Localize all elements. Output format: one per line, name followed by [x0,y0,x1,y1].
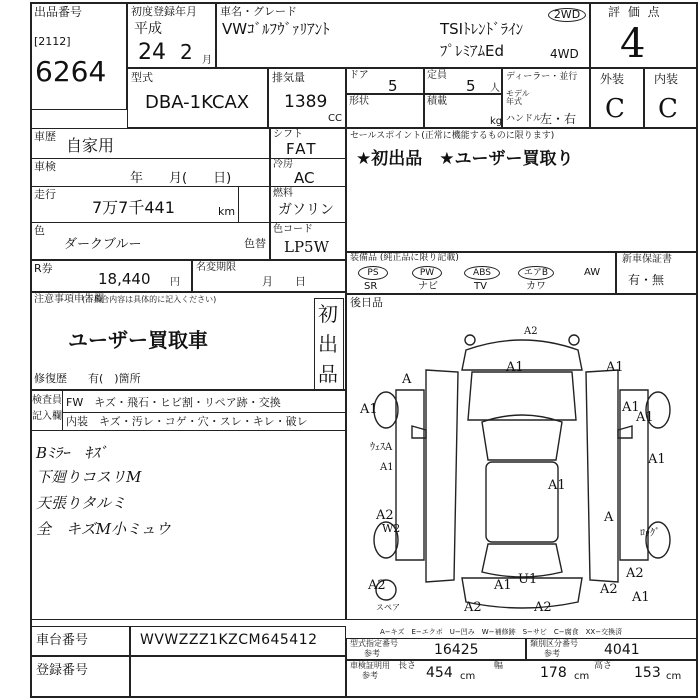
handle-label: ハンドル [506,114,543,124]
door-label: ドア [349,70,369,81]
class-no-value: 4041 [604,642,640,658]
inspector-label-top: 検査員 [32,395,62,406]
color-label: 色 [34,224,45,237]
equip-ps: PS [358,266,388,280]
deadline-value: 月 日 [262,275,306,288]
repair-value: 有( )箇所 [88,372,141,385]
drive-2wd: 2WD [548,8,586,22]
damage-mark: A2 [626,566,644,581]
history-label: 車歴 [34,130,56,143]
person-unit: 人 [490,83,500,94]
reg-label: 初度登録年月 [131,5,197,18]
damage-mark: ｳｪｽA [370,442,393,453]
equip-abs: ABS [464,266,500,280]
equip-aw: AW [584,267,601,278]
repair-label: 修復歴 [34,372,67,385]
width-value: 178 [540,665,567,681]
damage-mark: A2 [600,582,618,597]
fuel-value: ガソリン [278,202,334,218]
interior-grade: C [658,94,678,124]
damage-mark: A1 [380,462,394,473]
era: 平成 [134,21,162,37]
reg-no-label: 登録番号 [36,663,89,678]
equip-leather: カワ [526,281,546,292]
damage-mark: A1 [494,578,512,593]
interior-label: 内装 [654,72,679,86]
color-value: ダークブルー [64,237,142,252]
color-code-value: LP5W [284,238,330,256]
dealer-label: ディーラー・並行 [506,72,578,82]
first-entry-2: 出 [318,332,338,356]
inspector-note-3: 天張りタルミ [36,494,127,512]
damage-mark: A2 [376,508,394,523]
chassis-value: WVWZZZ1KZCM645412 [140,632,318,648]
exterior-grade: C [605,94,625,124]
class-no-label: 類別区分番号 [530,639,578,648]
car-name: VWｺﾞﾙﾌｳﾞｧﾘｱﾝﾄ [222,20,330,38]
color-change-label: 色替 [244,237,266,250]
inspector-in-line: 内装 キズ・汚レ・コゲ・穴・スレ・キレ・破レ [66,415,308,428]
exterior-label: 外装 [600,72,625,86]
recycle-value: 18,440 [98,270,151,288]
inspector-note-2: 下廻りコスリM [36,468,142,486]
notes-label: 注意事項申告欄 [34,294,104,305]
damage-mark: A1 [648,452,666,467]
displacement-label: 排気量 [272,71,305,84]
sales-label: セールスポイント(正常に機能するものに限ります) [350,131,555,141]
model-no-value: 16425 [434,642,479,658]
reg-no-value-cell [130,656,346,698]
ac-value: AC [294,169,315,187]
damage-mark: A1 [622,400,640,415]
door-value: 5 [388,77,398,95]
lot-sub: [2112] [34,35,71,48]
score-label: 評 価 点 [608,5,662,19]
grade-line1: TSIﾄﾚﾝﾄﾞﾗｲﾝ [440,20,524,38]
sales-text: ★初出品 ★ユーザー買取り [356,149,574,169]
equip-tv: TV [474,281,487,292]
model-no-ref: 参考 [364,649,380,658]
damage-mark: U1 [518,572,538,587]
history-value: 自家用 [66,136,115,155]
model-year-label: モデル年式 [506,89,530,106]
cert-label: 車検証明用 [350,661,390,670]
spare-label: スペア [376,603,400,612]
chassis-label: 車台番号 [36,633,89,648]
length-label: 長さ [398,661,417,671]
cert-ref: 参考 [362,671,378,680]
shape-label: 形状 [349,96,369,107]
deadline-label: 名変期限 [196,262,236,273]
damage-mark: A2 [464,600,482,615]
notes-text: ユーザー買取車 [68,328,208,352]
damage-mark: A1 [632,590,650,605]
equipment-label: 装備品 (純正品に限り記載) [350,253,459,263]
displacement-value: 1389 [284,92,328,112]
inspection-value: 年 月( 日) [130,171,232,186]
equip-pw: PW [412,266,442,280]
load-label: 積載 [427,96,447,107]
class-no-ref: 参考 [544,649,560,658]
warranty-value: 有・無 [628,273,665,287]
inspector-note-4: 全 キズM小ミュウ [36,520,171,538]
reg-month: 2 [180,40,193,64]
yen-unit: 円 [170,277,180,288]
name-label: 車名・グレード [220,5,297,18]
inspector-fw-line: FW キズ・飛石・ヒビ割・リペア跡・交換 [66,396,281,409]
shift-value: FAT [286,140,318,158]
inspector-note-1: Bﾐﾗｰ ｷｽﾞ [36,444,108,462]
width-label: 幅 [494,661,504,671]
grade-line2: ﾌﾟﾚﾐｱﾑEd [440,42,504,60]
kg-unit: kg [490,116,503,127]
damage-mark: A2 [368,578,386,593]
score-value: 4 [620,21,646,67]
reg-year: 24 [138,40,166,65]
height-label: 高さ [594,661,613,671]
ac-label: 冷房 [273,159,293,170]
model-value: DBA-1KCAX [145,92,250,113]
color-code-label: 色コード [273,224,313,235]
height-value: 153 [634,665,661,681]
width-unit: cm [574,671,590,682]
model-no-label: 型式指定番号 [350,639,398,648]
damage-mark: A2 [524,326,538,337]
model-label: 型式 [131,71,153,84]
equip-airbag: エアB [518,266,554,280]
damage-mark: A1 [360,402,378,417]
equip-navi: ナビ [418,281,438,292]
lot-number: 6264 [35,55,107,88]
damage-mark: A [402,372,412,387]
first-entry-1: 初 [318,302,338,326]
damage-mark: A2 [534,600,552,615]
damage-mark: A1 [548,478,566,493]
shift-label: シフト [273,129,303,140]
damage-legend: A−キズ E−エクボ U−凹み W−補修跡 S−サビ C−腐食 XX−交換済 [380,628,623,636]
inspection-label: 車検 [34,160,56,173]
diagram-title: 後日品 [350,296,383,309]
equip-sr: SR [364,281,378,292]
recycle-label: R券 [34,262,53,275]
height-unit: cm [666,671,682,682]
fuel-label: 燃料 [273,188,293,199]
lot-label: 出品番号 [34,5,83,19]
capacity-label: 定員 [427,70,447,81]
damage-mark: A1 [606,360,624,375]
inspector-label-bottom: 記入欄 [32,411,62,422]
warranty-label: 新車保証書 [622,254,672,265]
mileage-label: 走行 [34,188,56,201]
damage-mark: ﾛｩｸﾞ [640,528,660,539]
damage-mark: A [604,510,614,525]
length-unit: cm [460,671,476,682]
car-diagram [346,310,698,610]
cc-unit: CC [328,113,342,124]
notes-label-sub: (不具合内容は具体的に記入ください) [82,295,217,304]
km-unit: km [218,205,236,218]
sales-block [346,128,698,252]
first-entry-3: 品 [318,362,338,386]
damage-mark: W2 [382,522,401,535]
damage-mark: A1 [636,410,654,425]
handle-value: 左・右 [540,112,577,126]
drive-4wd: 4WD [550,47,579,61]
damage-mark: A1 [506,360,524,375]
month-unit: 月 [202,55,212,66]
mileage-value: 7万7千441 [92,198,175,217]
capacity-value: 5 [466,77,476,95]
length-value: 454 [426,665,453,681]
